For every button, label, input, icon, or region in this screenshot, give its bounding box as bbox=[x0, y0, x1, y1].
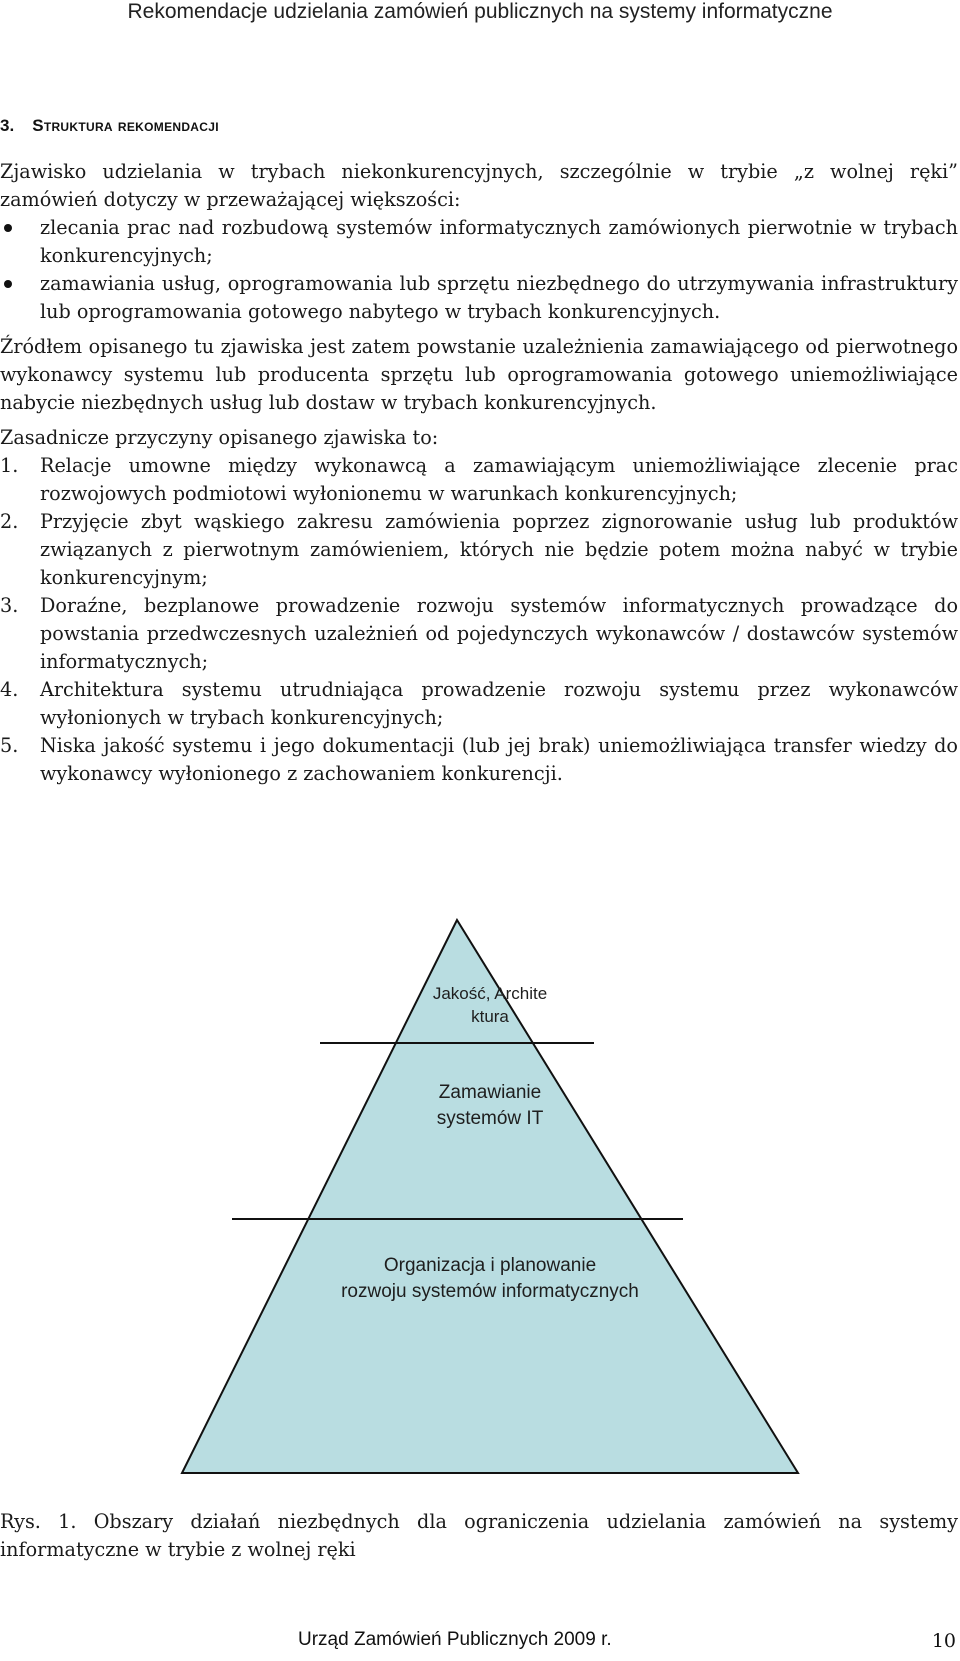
reasons-list bbox=[0, 452, 958, 788]
section-title: Struktura rekomendacji bbox=[32, 116, 219, 135]
bullet-list bbox=[0, 214, 958, 326]
figure-caption: Rys. 1. Obszary działań niezbędnych dla ograniczenia udzielania zamówień na systemy informatyczne w trybie z wolnej ręki bbox=[0, 1510, 958, 1561]
reasons-intro: Zasadnicze przyczyny opisanego zjawiska to: bbox=[0, 426, 439, 449]
page-number: 10 bbox=[931, 1630, 956, 1652]
reason-item: 5. Niska jakość systemu i jego dokumentacji (lub jej brak) uniemożliwiająca transfer wiedzy do wykonawcy wyłonionego z zachowaniem konkurencji. bbox=[0, 734, 958, 785]
bullet-item: zamawiania usług, oprogramowania lub sprzętu niezbędnego do utrzymywania infrastruktury lub oprogramowania gotowego nabytego w trybach konkurencyjnych. bbox=[0, 270, 958, 326]
running-header: Rekomendacje udzielania zamówień publicznych na systemy informatyczne bbox=[127, 0, 833, 23]
pyramid-diagram bbox=[180, 918, 800, 1475]
tier-top-label: Jakość, Archite ktura bbox=[432, 984, 548, 1026]
bullet-icon bbox=[4, 280, 12, 288]
bullet-icon bbox=[4, 224, 12, 232]
body-text bbox=[0, 158, 958, 788]
section-heading bbox=[0, 116, 219, 136]
tier-bottom-label: Organizacja i planowanie rozwoju systemów informatycznych bbox=[341, 1255, 639, 1302]
reason-item: 1. Relacje umowne między wykonawcą a zamawiającym uniemożliwiające zlecenie prac rozwojowych podmiotowi wyłonionemu w warunkach konkurencyjnych; bbox=[0, 454, 958, 505]
bullet-item: zlecania prac nad rozbudową systemów informatycznych zamówionych pierwotnie w trybach konkurencyjnych; bbox=[0, 214, 958, 270]
reason-item: 2. Przyjęcie zbyt wąskiego zakresu zamówienia poprzez zignorowanie usług lub produktów związanych z pierwotnym zamówieniem, których nie będzie potem można nabyć w trybie konkurencyjnym; bbox=[0, 510, 958, 589]
reason-item: 4. Architektura systemu utrudniająca prowadzenie rozwoju systemu przez wykonawców wyłonionych w trybach konkurencyjnych; bbox=[0, 678, 958, 729]
tier-middle-label: Zamawianie systemów IT bbox=[436, 1082, 544, 1129]
intro-paragraph: Zjawisko udzielania w trybach niekonkurencyjnych, szczególnie w trybie „z wolnej ręki” zamówień dotyczy w przeważającej większości: bbox=[0, 160, 958, 211]
section-number: 3. bbox=[0, 116, 15, 135]
reason-item: 3. Doraźne, bezplanowe prowadzenie rozwoju systemów informatycznych prowadzące do powstania przedwczesnych uzależnień od pojedynczych wykonawców / dostawców systemów informatycznych; bbox=[0, 594, 958, 673]
footer-publisher: Urząd Zamówień Publicznych 2009 r. bbox=[298, 1629, 612, 1650]
source-paragraph: Źródłem opisanego tu zjawiska jest zatem powstanie uzależnienia zamawiającego od pierwotnego wykonawcy systemu lub producenta sprzętu lub oprogramowania gotowego uniemożliwiające nabycie niezbędnych usług lub dostaw w trybach konkurencyjnych. bbox=[0, 335, 958, 414]
